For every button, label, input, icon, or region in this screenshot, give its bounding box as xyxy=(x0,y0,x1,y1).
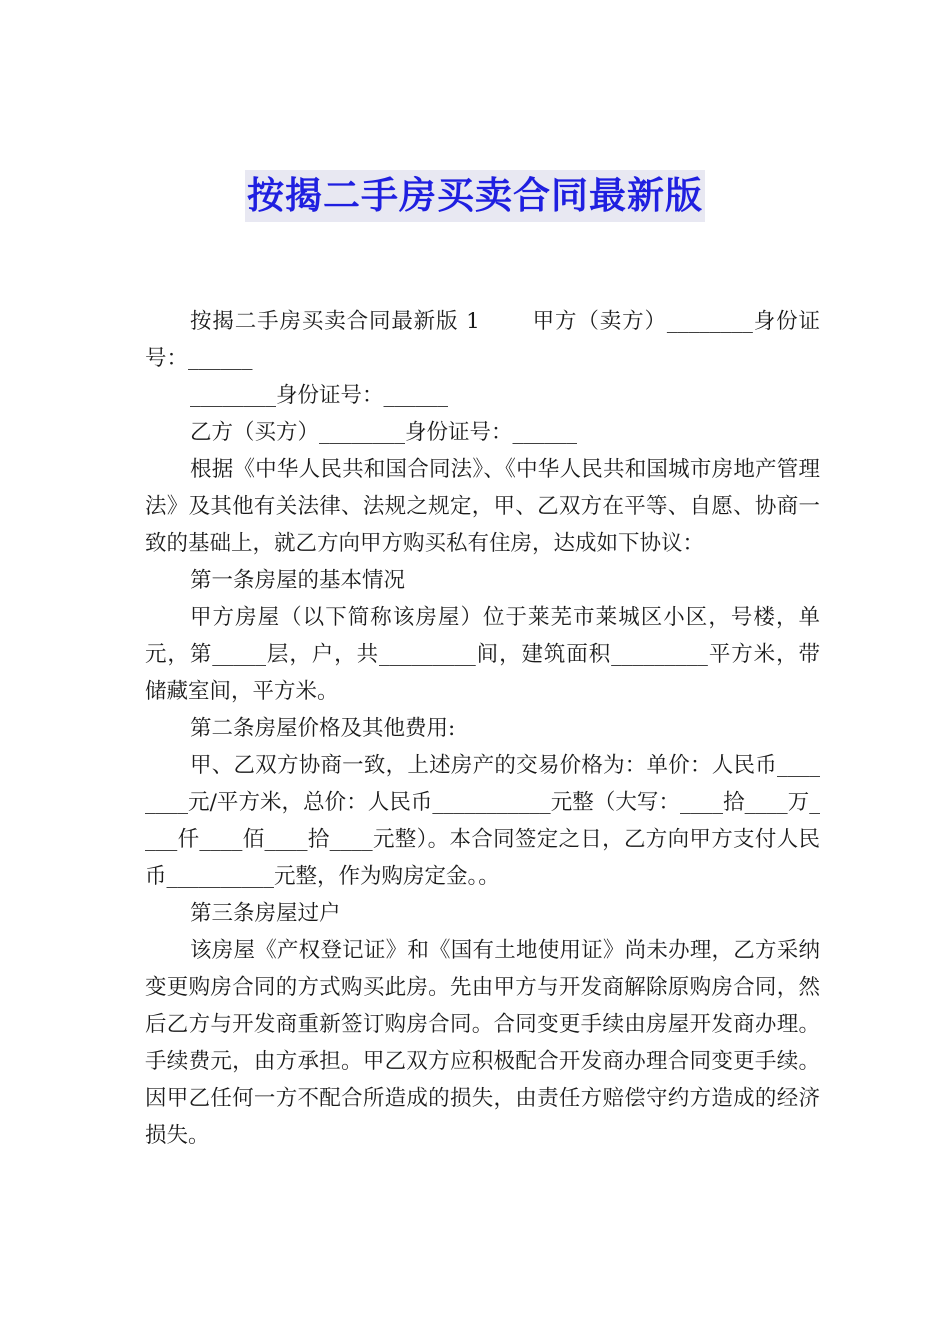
contract-version-heading: 按揭二手房买卖合同最新版 1 xyxy=(190,309,480,334)
article-3-body: 该房屋《产权登记证》和《国有土地使用证》尚未办理，乙方采纳变更购房合同的方式购买此房。先由甲方与开发商解除原购房合同，然后乙方与开发商重新签订购房合同。合同变更手续由房屋开发商办理。手续费元，由方承担。甲乙双方应积极配合开发商办理合同变更手续。因甲乙任何一方不配合所造成的损失，由责任方赔偿守约方造成的经济损失。 xyxy=(145,938,820,1148)
party-a-line: 甲方（卖方）________身份证号：______ xyxy=(145,309,820,371)
document-title: 按揭二手房买卖合同最新版 xyxy=(245,170,705,222)
paragraph-intro xyxy=(145,303,820,377)
paragraph-party-b: 乙方（买方）________身份证号：______ xyxy=(190,420,578,445)
paragraph-preamble: 根据《中华人民共和国合同法》、《中华人民共和国城市房地产管理法》及其他有关法律、法规之规定，甲、乙双方在平等、自愿、协商一致的基础上，就乙方向甲方购买私有住房，达成如下协议： xyxy=(145,457,820,556)
article-1-heading: 第一条房屋的基本情况 xyxy=(190,568,406,593)
document-body xyxy=(145,303,820,1154)
article-2-body: 甲、乙双方协商一致，上述房产的交易价格为：单价：人民币________元/平方米，总价：人民币___________元整（大写：____拾____万____仟____佰____拾____元整）。本合同签定之日，乙方向甲方支付人民币__________元整，作为购房定金。。 xyxy=(145,753,820,889)
article-2-heading: 第二条房屋价格及其他费用: xyxy=(190,716,456,741)
article-3-heading: 第三条房屋过户 xyxy=(190,901,341,926)
title-container xyxy=(0,170,950,222)
article-1-body: 甲方房屋（以下简称该房屋）位于莱芜市莱城区小区，号楼，单元，第_____层，户，共_________间，建筑面积_________平方米，带储藏室间，平方米。 xyxy=(145,605,820,704)
paragraph-id-line: ________身份证号：______ xyxy=(190,383,449,408)
